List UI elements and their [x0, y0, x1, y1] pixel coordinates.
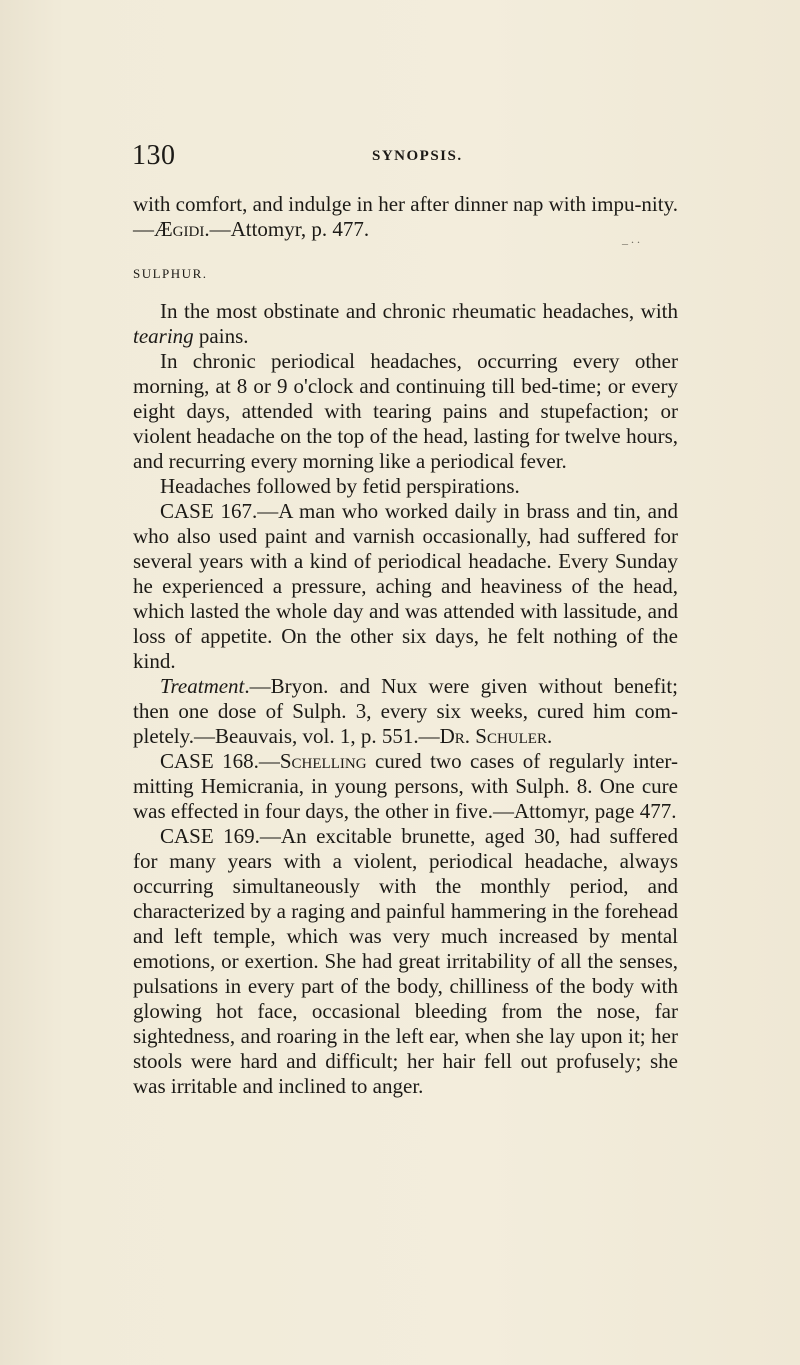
paragraph: Headaches followed by fetid perspirations.: [160, 474, 520, 498]
page-header: [132, 140, 692, 180]
author-name: Dr. Schuler: [439, 724, 547, 748]
text-run: .—Attomyr, p. 477.: [204, 217, 370, 241]
treatment-paragraph: [133, 674, 678, 749]
case-paragraph: CASE 167.—A man who worked daily in brass and tin, and who also used paint and varnish occasionally, had suffered for several years with a kind of periodical headache. Every Sunday he experienced a pressure, aching and heaviness of the head, which lasted the whole day and was attended with lassitude, and loss of appetite. On the other six days, he felt nothing of the kind.: [133, 499, 678, 673]
text-run: with comfort, and indulge in her after dinner nap with impu-nity.—: [133, 192, 678, 241]
case-paragraph: [133, 749, 678, 824]
text-run: .: [546, 724, 553, 748]
page-number: 130: [132, 140, 176, 171]
author-name: Schelling: [279, 749, 367, 773]
italic-term: tearing: [133, 324, 194, 348]
text-run: In the most obstinate and chronic rheumatic headaches, with: [160, 299, 678, 323]
margin-speck: _ . .: [622, 232, 640, 246]
author-name: Ægidi: [154, 217, 205, 241]
paragraph: [133, 299, 678, 349]
page-body: [133, 192, 678, 1099]
section-heading: SULPHUR.: [133, 266, 208, 281]
case-paragraph: CASE 169.—An excitable brunette, aged 30, had suffered for many years with a violent, periodical headache, always occurring simultaneously with the monthly period, and characterized by a raging and painful hammering in the forehead and left temple, which was very much increased by mental emotions, or exertion. She had great irritability of all the senses, pulsations in every part of the body, chilliness of the body with glowing hot face, occasional bleeding from the nose, far sightedness, and roaring in the left ear, when she lay upon it; her stools were hard and difficult; her hair fell out profusely; she was irritable and inclined to anger.: [133, 824, 678, 1098]
italic-term: Treatment: [160, 674, 245, 698]
text-run: pains.: [193, 324, 249, 348]
text-run: cured two cases of regularly inter-mitting Hemicrania, in young persons, with Sulph. 8. One cure was effected in four days, the other in five.—Attomyr, page 477.: [133, 749, 678, 823]
text-run: CASE 168.—: [160, 749, 280, 773]
paragraph-continuation: [133, 192, 678, 242]
text-run: .—Bryon. and Nux were given without benefit; then one dose of Sulph. 3, every six weeks, cured him com-pletely.—Beauvais, vol. 1, p. 551.—: [133, 674, 678, 748]
running-head: SYNOPSIS.: [372, 148, 463, 164]
paragraph: In chronic periodical headaches, occurring every other morning, at 8 or 9 o'clock and continuing till bed-time; or every eight days, attended with tearing pains and stupefaction; or violent headache on the top of the head, lasting for twelve hours, and recurring every morning like a periodical fever.: [133, 349, 678, 473]
